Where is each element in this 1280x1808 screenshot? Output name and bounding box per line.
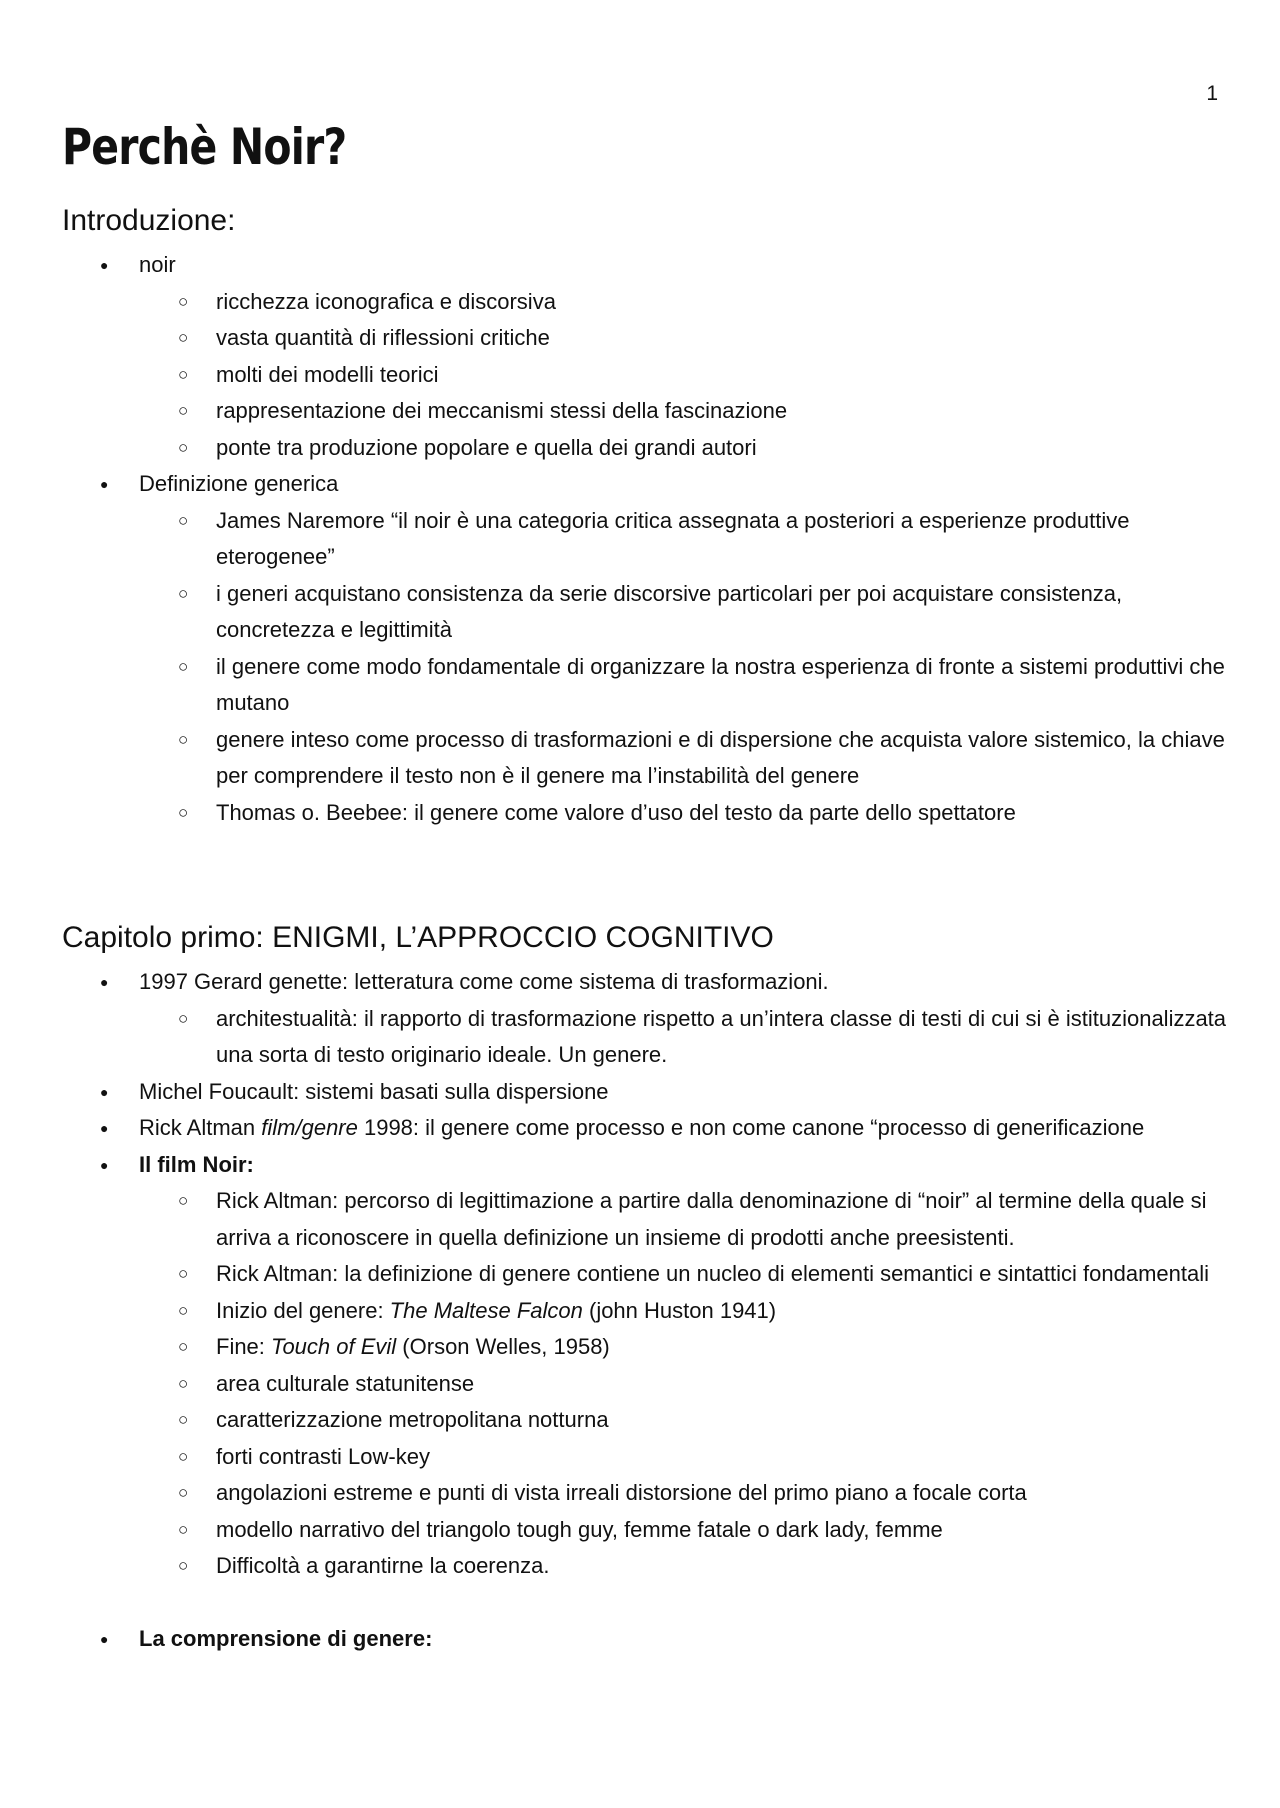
comprensione-heading: La comprensione di genere: [139, 1625, 433, 1651]
sub-item [62, 1293, 1232, 1330]
bullet-noir [62, 247, 1232, 466]
intro-bullet-list [62, 247, 1232, 831]
section-heading-capitolo-primo: Capitolo primo: ENIGMI, L’APPROCCIO COGNITIVO [62, 921, 774, 954]
touch-of-evil-title: Touch of Evil [271, 1334, 397, 1359]
altman-book-title: film/genre [261, 1115, 358, 1140]
section-introduzione [62, 203, 1232, 831]
sub-list [139, 503, 1232, 832]
sub-item: ○ Rick Altman: la definizione di genere contiene un nucleo di elementi semantici e sintattici fondamentali [62, 1256, 1232, 1293]
bullet-film-noir [62, 1147, 1232, 1621]
sub-item: ○ caratterizzazione metropolitana notturna [62, 1402, 1232, 1439]
sub-item: ○ forti contrasti Low-key [62, 1439, 1232, 1476]
sub-item: ○ architestualità: il rapporto di trasformazione rispetto a un’intera classe di testi di cui si è istituzionalizzata una sorta di testo originario ideale. Un genere. [62, 1001, 1232, 1074]
maltese-falcon-title: The Maltese Falcon [389, 1297, 583, 1323]
chapter1-bullet-list [62, 964, 1232, 1657]
sub-item: ○ Rick Altman: percorso di legittimazione a partire dalla denominazione di “noir” al termine della quale si arriva a riconoscere in quella definizione un insieme di prodotti anche preesistenti. [62, 1183, 1232, 1256]
sub-list [139, 1183, 1232, 1585]
end-text-post: (Orson Welles, 1958) [396, 1334, 610, 1359]
document-title: Perchè Noir? [62, 118, 347, 176]
bullet-foucault: ● Michel Foucault: sistemi basati sulla dispersione [62, 1074, 1232, 1111]
sub-item [62, 1329, 1232, 1366]
spacer [139, 1585, 1232, 1621]
sub-item: ○ Difficoltà a garantirne la coerenza. [62, 1548, 1232, 1585]
sub-item: ○ Thomas o. Beebee: il genere come valore d’uso del testo da parte dello spettatore [62, 795, 1232, 832]
bullet-comprensione [62, 1621, 1232, 1658]
film-noir-heading: Il film Noir: [139, 1151, 254, 1177]
bullet-genette [62, 964, 1232, 1074]
sub-item: ○ modello narrativo del triangolo tough guy, femme fatale o dark lady, femme [62, 1512, 1232, 1549]
altman-text-post: 1998: il genere come processo e non come canone “processo di generificazione [357, 1115, 1145, 1140]
sub-item: ○ ricchezza iconografica e discorsiva [62, 284, 1232, 321]
sub-item: ○ James Naremore “il noir è una categoria critica assegnata a posteriori a esperienze produttive eterogenee” [62, 503, 1232, 576]
start-text-pre: Inizio del genere: [216, 1297, 390, 1323]
section-capitolo-primo [62, 920, 1232, 1657]
sub-item: ○ vasta quantità di riflessioni critiche [62, 320, 1232, 357]
sub-item: ○ ponte tra produzione popolare e quella dei grandi autori [62, 430, 1232, 467]
sub-list [139, 284, 1232, 467]
sub-item: ○ i generi acquistano consistenza da serie discorsive particolari per poi acquistare consistenza, concretezza e legittimità [62, 576, 1232, 649]
sub-item: ○ molti dei modelli teorici [62, 357, 1232, 394]
sub-item: ○ genere inteso come processo di trasformazioni e di dispersione che acquista valore sistemico, la chiave per comprendere il testo non è il genere ma l’instabilità del genere [62, 722, 1232, 795]
end-text-pre: Fine: [216, 1334, 272, 1359]
sub-item: ○ rappresentazione dei meccanismi stessi della fascinazione [62, 393, 1232, 430]
bullet-text: Definizione generica [139, 471, 339, 496]
altman-text-pre: Rick Altman [139, 1115, 262, 1140]
sub-item: ○ area culturale statunitense [62, 1366, 1232, 1403]
sub-list [139, 1001, 1232, 1074]
page-number: 1 [1206, 82, 1218, 105]
bullet-altman [62, 1110, 1232, 1147]
start-text-post: (john Huston 1941) [582, 1297, 777, 1323]
sub-item: ○ il genere come modo fondamentale di organizzare la nostra esperienza di fronte a sistemi produttivi che mutano [62, 649, 1232, 722]
bullet-text: 1997 Gerard genette: letteratura come come sistema di trasformazioni. [139, 969, 829, 994]
sub-item: ○ angolazioni estreme e punti di vista irreali distorsione del primo piano a focale corta [62, 1475, 1232, 1512]
section-heading-introduzione: Introduzione: [62, 204, 236, 237]
bullet-text: noir [139, 252, 176, 277]
bullet-definizione-generica [62, 466, 1232, 831]
